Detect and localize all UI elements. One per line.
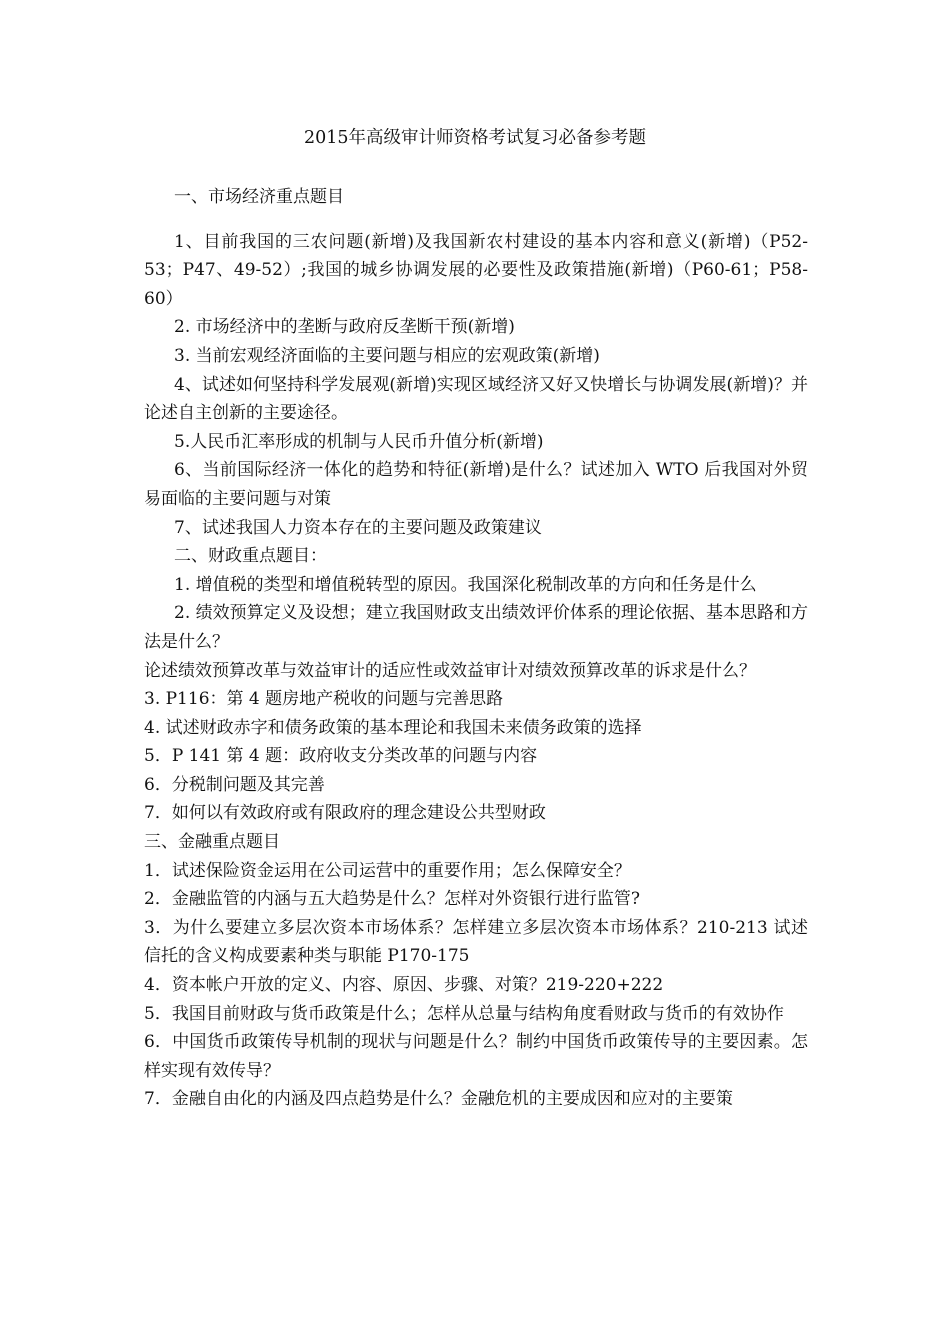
question-paragraph: 3. 当前宏观经济面临的主要问题与相应的宏观政策(新增) (174, 345, 600, 366)
question-paragraph: 6、当前国际经济一体化的趋势和特征(新增)是什么？试述加入 WTO 后我国对外贸易面临的主要问题与对策 (144, 460, 808, 509)
question-paragraph: 7．金融自由化的内涵及四点趋势是什么？金融危机的主要成因和应对的主要策 (144, 1089, 733, 1110)
question-paragraph: 3. P116：第 4 题房地产税收的问题与完善思路 (144, 689, 504, 710)
question-paragraph: 4、试述如何坚持科学发展观(新增)实现区域经济又好又快增长与协调发展(新增)？并论述自主创新的主要途径。 (144, 374, 808, 424)
question-paragraph: 3．为什么要建立多层次资本市场体系？怎样建立多层次资本市场体系？210-213 试述信托的含义构成要素种类与职能 P170-175 (144, 917, 808, 967)
section-heading-market-economy: 一、市场经济重点题目 (174, 187, 344, 207)
question-paragraph: 1、目前我国的三农问题(新增)及我国新农村建设的基本内容和意义(新增)（P52-53；P47、49-52）;我国的城乡协调发展的必要性及政策措施(新增)（P60-61；P58-60） (144, 231, 808, 309)
question-paragraph: 6．中国货币政策传导机制的现状与问题是什么？制约中国货币政策传导的主要因素。怎样实现有效传导？ (144, 1032, 808, 1081)
question-paragraph: 1．试述保险资金运用在公司运营中的重要作用；怎么保障安全？ (144, 860, 631, 881)
document-title: 2015年高级审计师资格考试复习必备参考题 (303, 128, 647, 148)
question-paragraph: 论述绩效预算改革与效益审计的适应性或效益审计对绩效预算改革的诉求是什么？ (144, 660, 756, 681)
question-paragraph: 2. 绩效预算定义及设想；建立我国财政支出绩效评价体系的理论依据、基本思路和方法是什么？ (144, 603, 808, 652)
question-paragraph: 5.人民币汇率形成的机制与人民币升值分析(新增) (174, 431, 544, 452)
section-heading-finance: 二、财政重点题目： (174, 546, 327, 567)
question-paragraph: 6．分税制问题及其完善 (144, 774, 325, 795)
question-paragraph: 2. 市场经济中的垄断与政府反垄断干预(新增) (174, 317, 515, 338)
section-heading-banking: 三、金融重点题目 (144, 832, 280, 853)
question-paragraph: 7．如何以有效政府或有限政府的理念建设公共型财政 (144, 803, 546, 824)
question-paragraph: 4. 试述财政赤字和债务政策的基本理论和我国未来债务政策的选择 (144, 717, 642, 738)
question-paragraph: 1. 增值税的类型和增值税转型的原因。我国深化税制改革的方向和任务是什么 (174, 574, 757, 595)
question-paragraph: 5．P 141 第 4 题：政府收支分类改革的问题与内容 (144, 746, 538, 767)
question-paragraph: 4．资本帐户开放的定义、内容、原因、步骤、对策？219-220+222 (144, 975, 664, 996)
question-paragraph: 7、试述我国人力资本存在的主要问题及政策建议 (174, 517, 542, 538)
document-body (144, 183, 808, 1114)
question-paragraph: 2．金融监管的内涵与五大趋势是什么？怎样对外资银行进行监管? (144, 889, 640, 910)
question-paragraph: 5．我国目前财政与货币政策是什么；怎样从总量与结构角度看财政与货币的有效协作 (144, 1003, 784, 1024)
